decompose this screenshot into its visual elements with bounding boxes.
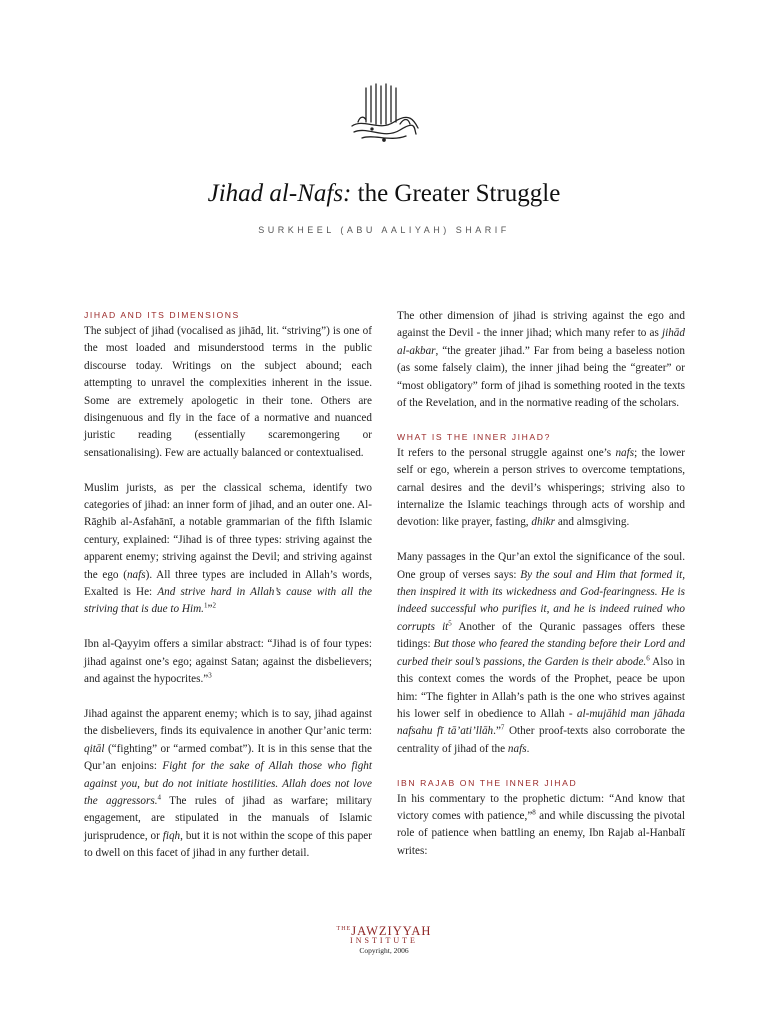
paragraph-ibn-qayyim [84,636,372,688]
footnote-ref[interactable]: 2 [212,601,216,610]
left-column [84,308,372,880]
arabic-transliteration: al-mujāhid man jāhada nafsahu fī tā’ati’llāh [397,707,685,738]
text-span: Another of the Quranic passages offers these tidings: [397,620,685,651]
text-span: (“fighting” or “armed combat”). It is in this sense that the Qur’an enjoins: [84,742,372,773]
footnote-ref[interactable]: 8 [532,808,536,817]
text-span: , “the greater jihad.” Far from being a baseless notion (as some falsely claim), the inner jihad being the “greater” or “most obligatory” form of jihad is something rooted in the texts of the Revelation, and in the normative reading of the scholars. [397,344,685,410]
quran-quote: But those who feared the standing before their Lord and curbed their soul’s passions, the Garden is their abode. [397,638,685,668]
text-span: , but it is not within the scope of this paper to dwell on this facet of jihad in any further detail. [84,829,372,860]
paragraph-intro: The subject of jihad (vocalised as jihād, lit. “striving”) is one of the most loaded and misunderstood terms in the public discourse today. Writings on the subject abound; each attempting to unravel the complexities inherent in the issue. Some are extremely apologetic in their tone. Others are disingenuous and fly in the face of a normative and nuanced juristic reading (essentially scaremongering or sensationalising). Few are actually balanced or contextualised. [84,325,372,459]
text-span: . [526,742,530,755]
author-name: SURKHEEL (ABU AALIYAH) SHARIF [258,225,510,235]
text-span: Muslim jurists, as per the classical schema, identify two categories of jihad: an inner form of jihad, and an outer one. Al-Rāghib al-Asfahānī, a notable grammarian of the fifth Islamic century, explained: “Jihad is of three types: striving against the apparent enemy; striving against the Devil; and striving against the ego ( [84,481,372,581]
term-nafs: nafs [507,742,527,755]
logo-the: THE [336,926,352,932]
page-title [0,180,768,208]
footnote-ref[interactable]: 1 [203,601,208,610]
footnote-ref[interactable]: 6 [646,653,650,662]
text-span: It refers to the personal struggle against one’s [397,446,616,459]
term-nafs: nafs [126,568,146,581]
logo-institute: INSTITUTE [350,936,418,945]
term-fiqh: fiqh [162,829,181,842]
text-span: In his commentary to the prophetic dictum: “And know that victory comes with patience,” [397,792,685,822]
right-column [397,308,685,878]
title-rest: the Greater Struggle [351,180,561,207]
paragraph-inner-jihad-definition [397,445,685,532]
text-span: The other dimension of jihad is striving against the ego and against the Devil - the inner jihad; which many refer to as [397,310,685,340]
footnote-ref[interactable]: 7 [500,723,505,732]
paragraph-qital [84,706,372,863]
paragraph-ibn-rajab [397,791,685,861]
text-span: Ibn al-Qayyim offers a similar abstract: “Jihad is of four types: jihad against one’s ego; against Satan; against the disbelievers; and against the hypocrites.” [84,638,372,686]
heading-ibn-rajab: IBN RAJAB ON THE INNER JIHAD [397,777,578,788]
term-jihad-akbar: jihād al-akbar [397,327,685,357]
paragraph-quran-soul [397,549,685,758]
heading-jihad-dimensions: JIHAD AND ITS DIMENSIONS [84,310,240,320]
title-italic: Jihad al-Nafs: [207,180,352,207]
text-span: Jihad against the apparent enemy; which is to say, jihad against the disbelievers, finds its equivalence in another Qur’anic term: [84,707,372,738]
text-span: ). All three types are included in Allah’s words, Exalted is He: [84,568,373,599]
paragraph-greater-jihad [397,308,685,412]
text-span: ” [207,603,213,616]
text-span: Also in this context comes the words of the Prophet, peace be upon him: “The fighter in Allah’s path is the one who strives against his lower self in obedience to Allah - [397,655,685,720]
footnote-ref[interactable]: 3 [208,671,212,680]
term-nafs: nafs [615,446,635,459]
footnote-ref[interactable]: 5 [448,619,452,628]
term-dhikr: dhikr [531,516,556,529]
copyright-text: Copyright, 2006 [359,946,409,955]
footnote-ref[interactable]: 4 [157,793,161,802]
text-span: Other proof-texts also corroborate the centrality of jihad of the [397,725,686,755]
text-span: Many passages in the Qur’an extol the significance of the soul. One group of verses says: [397,551,685,581]
heading-inner-jihad: WHAT IS THE INNER JIHAD? [397,431,551,442]
logo-name: JAWZIYYAH [351,924,432,938]
paragraph-categories [84,480,372,619]
quran-quote: By the soul and Him that formed it, then inspired it with its wickedness and God-fearingness. He is indeed successful who purifies it, and he is indeed ruined who corrupts it [397,568,685,633]
text-span: The rules of jihad as warfare; military engagement, are stipulated in the manuals of Islamic jurisprudence, or [84,794,372,842]
text-span: and almsgiving. [555,516,630,529]
text-span: ; the lower self or ego, wherein a person strives to overcome temptations, carnal desires and the devil’s whisperings; striving also to internalize the Islamic teachings through acts of worship and devotion: like prayer, fasting, [397,446,685,529]
bismillah-calligraphy-icon [344,82,424,144]
text-span: .” [493,725,501,738]
quran-quote: Fight for the sake of Allah those who fight against you, but do not initiate hostilities. Allah does not love the aggressors. [84,760,373,807]
quran-quote: And strive hard in Allah’s cause with all the striving that is due to Him. [84,586,372,616]
text-span: and while discussing the pivotal role of patience when battling an enemy, Ibn Rajab al-Hanbalī writes: [397,809,685,857]
term-qital: qitāl [84,742,105,755]
